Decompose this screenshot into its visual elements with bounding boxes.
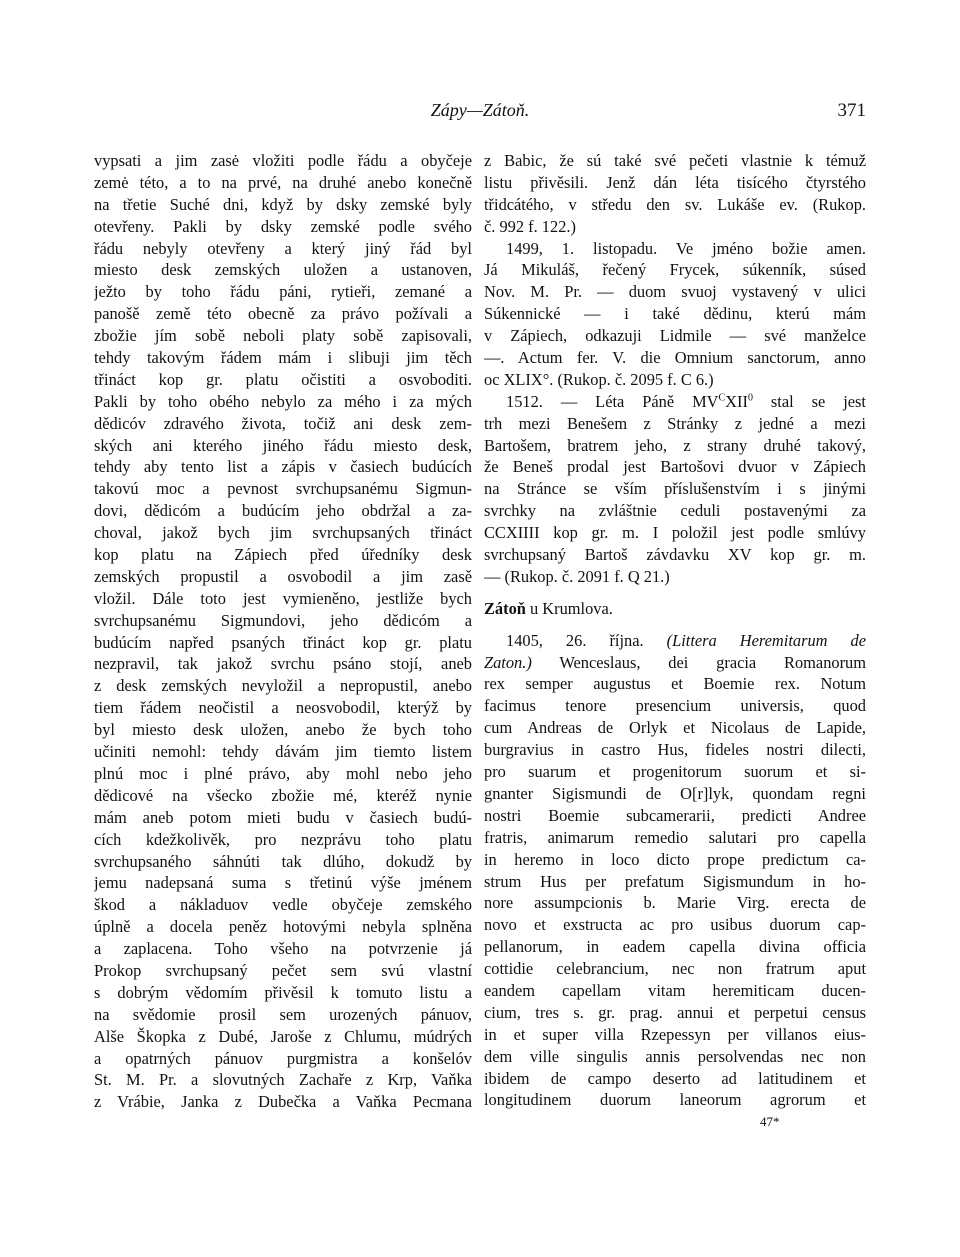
text-line: Súkennické — i také dědinu, kterú mám: [484, 304, 866, 324]
entry-1405-first-line: 1405, 26. října. (Littera Heremitarum de: [506, 630, 866, 650]
text-line: zbožie jím sobě neboli platy sobě zapisovali,: [94, 326, 472, 346]
entry-1405-second-line: Zaton.) Wenceslaus, dei gracia Romanorum: [484, 652, 866, 672]
text-line: novo et exstructa ac pro usibus duorum cap-: [484, 915, 866, 935]
text-line: nore assumpcionis b. Marie Virg. erecta de: [484, 893, 866, 913]
text-line: gnanter Sigismundi de O[r]lyk, quondam regni: [484, 783, 866, 803]
text-line: Bartošem, bratrem jeho, z strany druhé takový,: [484, 435, 866, 455]
entry-1512-body: [484, 413, 866, 588]
running-title: Zápy—Zátoň.: [430, 100, 530, 120]
text-line: nostri Boemie subcamerarii, predicti Andree: [484, 805, 866, 825]
text-line: č. 992 f. 122.): [484, 216, 576, 236]
text-line: otevřeny. Pakli by dsky zemské podle svého: [94, 216, 472, 236]
entry-1405: [484, 630, 866, 1112]
text-line: zemė této, a to na prvé, na druhé anebo konečně: [94, 172, 472, 192]
section-heading-rest: u Krumlova.: [525, 598, 613, 618]
text-line: úplně a docela peněz hotovými nebyla splněna: [94, 917, 472, 937]
text-line: in et super villa Rzepessyn per villanos eius-: [484, 1024, 866, 1044]
section-heading: [484, 598, 866, 620]
text-line: —. Actum fer. V. die Omnium sanctorum, anno: [484, 348, 866, 368]
text-line: svrchupsaného sáhnúti tak dlúho, dokudž by: [94, 851, 472, 871]
right-column-top-text: [484, 150, 866, 238]
text-line: svrchupsanému Sigmundovi, jeho dědicóm a: [94, 610, 472, 630]
text-line: Nov. M. Pr. — duom svuoj vystavený v ulici: [484, 282, 866, 302]
text-line: ježto by toho řádu páni, rytieři, zemané a: [94, 282, 472, 302]
text-line: vypsati a jim zasė vložiti podle řádu a obyčeje: [94, 151, 472, 170]
text-line: Prokop svrchupsaný pečet sem svú vlastní: [94, 960, 472, 980]
text-line: choval, jakož bych jim svrchupsaných třináct: [94, 523, 472, 543]
text-line: 1499, 1. listopadu. Ve jméno božie amen.: [506, 238, 866, 258]
text-line: tehdy takovým řádem mám i slibuji jim těch: [94, 348, 472, 368]
text-line: z desk zemských nevyložil a nepropustil, anebo: [94, 676, 472, 696]
text-line: dědicové na všecko zbožie mé, kteréž nynie: [94, 785, 472, 805]
text-line: dědicóv zdravého života, točiž ani desk zem-: [94, 413, 472, 433]
text-line: cích kdežkolivěk, pro nezprávu toho platu: [94, 829, 472, 849]
text-line: budúcím napřed psaných třináct kop gr. platu: [94, 632, 472, 652]
entry-1512-first-line: 1512. — Léta Páně $MV^CXII^0$ stal se jest: [506, 391, 866, 411]
signature-mark: 47*: [760, 1114, 780, 1130]
text-line: s dobrým vědomím přivěsil k tomuto listu a: [94, 982, 472, 1002]
text-line: plnú moc i plné právo, aby mohl nebo jeho: [94, 763, 472, 783]
text-line: pro suarum et progenitorum suorum et si-: [484, 762, 866, 782]
text-line: panošě země této obecně za právo požívali a: [94, 304, 472, 324]
text-line: a zaplacena. Toho všeho na potvrzenie já: [94, 939, 472, 959]
text-line: oc XLIX°. (Rukop. č. 2095 f. C 6.): [484, 369, 714, 389]
text-line: fratris, animarum remedio salutari pro capella: [484, 827, 866, 847]
text-line: dem ville singulis annis persolvendas nec non: [484, 1046, 866, 1066]
text-line: takovú moc a pevnost svrchupsanému Sigmun-: [94, 479, 472, 499]
text-line: že Beneš prodal jest Bartošovi dvuor v Zápiech: [484, 457, 866, 477]
text-line: škod a nákladuov vedle obyčeje zemského: [94, 895, 472, 915]
text-line: a opatrných pánuov purgmistra a konšelóv: [94, 1048, 472, 1068]
text-line: facimus tenore presencium universis, quod: [484, 696, 866, 716]
text-line: třidcátého, v středu den sv. Lukáše ev. (Rukop.: [484, 194, 866, 214]
entry-1405-body: [484, 673, 866, 1111]
right-column: [484, 150, 866, 1133]
section-heading-name: Zátoň: [484, 598, 526, 618]
text-line: jemu nadepsaná suma s třetinú výše jménem: [94, 873, 472, 893]
text-line: řádu nebyly otevřeny a který jiný řád byl: [94, 238, 472, 258]
text-line: na svědomie prosil sem urozených pánuov,: [94, 1004, 472, 1024]
text-line: listu přivěsili. Jenž dán léta tisícého čtyrstého: [484, 172, 866, 192]
text-line: na Stránce se vším příslušenstvím i s jinými: [484, 479, 866, 499]
text-line: svrchky na zvláštnie ceduli postavenými za: [484, 501, 866, 521]
text-line: Já Mikuláš, řečený Frycek, súkenník, súsed: [484, 260, 866, 280]
left-column: [94, 150, 472, 1113]
text-line: eandem capellam vitam heremiticam ducen-: [484, 980, 866, 1000]
text-line: ských ani kterého jiného řádu miesto desk,: [94, 435, 472, 455]
text-line: cottidie celebrancium, nec non fratrum aput: [484, 959, 866, 979]
text-line: Pakli by toho obého nebylo za mého i za mých: [94, 391, 472, 411]
text-line: kop platu na Zápiech před úředníky desk: [94, 545, 472, 565]
text-line: byl miesto desk uložen, anebo že bych toho: [94, 720, 472, 740]
entry-1512: [484, 391, 866, 588]
text-line: z Babic, že sú také své pečeti vlastnie k témuž: [484, 151, 866, 170]
text-line: CCXIIII kop gr. m. I položil jest podle smlúvy: [484, 523, 866, 543]
text-line: z Vrábie, Janka z Dubečka a Vaňka Pecmana: [94, 1092, 472, 1112]
text-line: vložil. Dále toto jest vymieněno, jestliže bych: [94, 588, 472, 608]
text-line: trh mezi Benešem z Stránky z jedné a mezi: [484, 413, 866, 433]
text-line: tiem řádem neočistil a neosvobodil, kterýž by: [94, 698, 472, 718]
text-line: cum Andreas de Orlyk et Nicolaus de Lapide,: [484, 718, 866, 738]
text-line: tehdy aby tento list a zápis v časiech budúcích: [94, 457, 472, 477]
text-line: v Zápiech, odkazuji Lidmile — své manželce: [484, 326, 866, 346]
text-line: dovi, dědicóm a budúcím jeho obdržal a za-: [94, 501, 472, 521]
text-line: miesto desk zemských uložen a ustanoven,: [94, 260, 472, 280]
text-line: rex semper augustus et Boemie rex. Notum: [484, 674, 866, 694]
text-line: in heremo in loco dicto prope predictum ca-: [484, 849, 866, 869]
text-line: longitudinem duorum laneorum agrorum et: [484, 1090, 866, 1110]
text-line: nezpravil, tak jakož svrchu psáno stojí, aneb: [94, 654, 472, 674]
text-line: mám aneb potom mieti budu v časiech budú-: [94, 807, 472, 827]
page-header: [94, 100, 866, 130]
text-line: strum Hus per prefatum Sigismundum in ho-: [484, 871, 866, 891]
text-line: třináct kop gr. platu očistiti a osvoboditi.: [94, 369, 472, 389]
text-line: ibidem de campo deserto ad latitudinem et: [484, 1068, 866, 1088]
text-line: na třetie Suché dni, když by dsky zemské byly: [94, 194, 472, 214]
text-line: Alše Škopka z Dubé, Jaroše z Chlumu, múdrých: [94, 1026, 472, 1046]
text-line: burgravius in castro Hus, fideles nostri dilecti,: [484, 740, 866, 760]
text-line: cium, tres s. gr. prag. annui et perpetui census: [484, 1002, 866, 1022]
text-line: pellanorum, in eadem capella divina officia: [484, 937, 866, 957]
entry-1499: [484, 238, 866, 391]
text-line: zemských propustil a osvobodil a jim zasě: [94, 566, 472, 586]
text-line: St. M. Pr. a slovutných Zachaře z Krp, Vaňka: [94, 1070, 472, 1090]
text-line: svrchupsaný Bartoš závdavku XV kop gr. m.: [484, 545, 866, 565]
text-line: učiniti nemohl: tehdy dávám jim tiemto listem: [94, 742, 472, 762]
text-line: — (Rukop. č. 2091 f. Q 21.): [484, 566, 670, 586]
page-number: 371: [837, 100, 866, 121]
